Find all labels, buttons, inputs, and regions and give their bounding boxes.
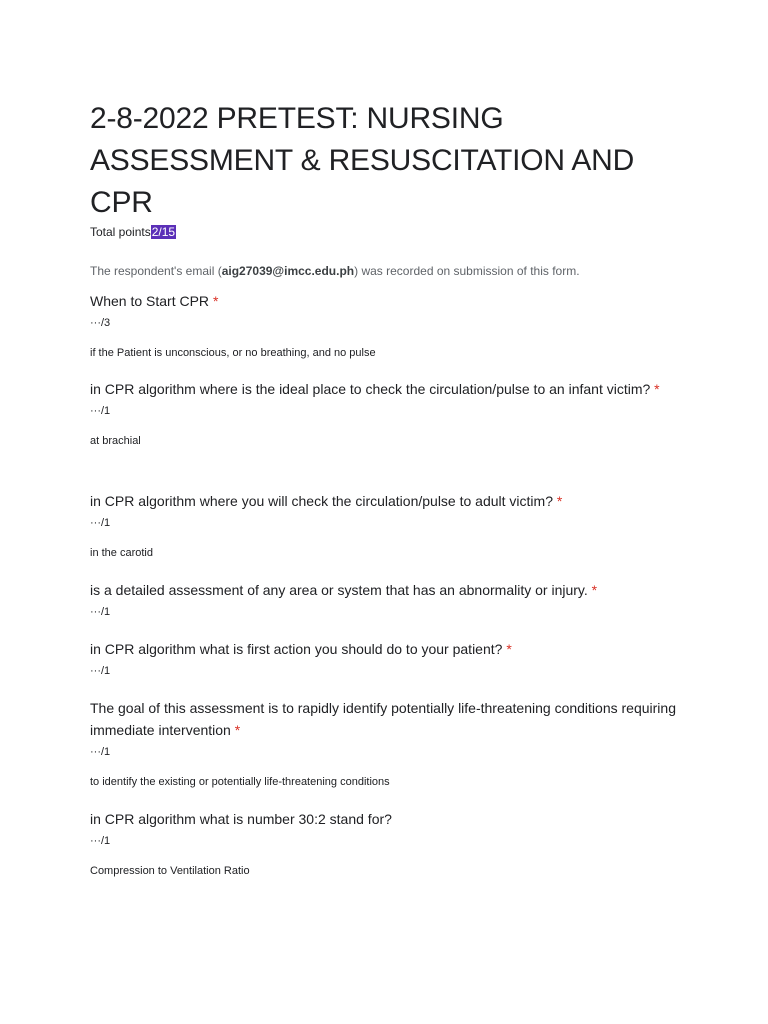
question-text — [90, 378, 690, 400]
required-marker: * — [234, 722, 241, 738]
question-item — [90, 290, 690, 360]
required-marker: * — [556, 493, 563, 509]
total-points-score: 2/15 — [151, 225, 176, 239]
question-text — [90, 808, 690, 830]
question-label: in CPR algorithm where you will check the circulation/pulse to adult victim? — [90, 493, 553, 509]
respondent-email: aig27039@imcc.edu.ph — [221, 264, 355, 278]
email-note-prefix: The respondent's email ( — [90, 264, 222, 278]
question-item — [90, 490, 690, 560]
question-text — [90, 579, 690, 601]
question-label: is a detailed assessment of any area or system that has an abnormality or injury. — [90, 582, 588, 598]
question-points: ···/3 — [90, 317, 111, 329]
question-label: The goal of this assessment is to rapidly identify potentially life-threatening conditions requiring immediate intervention — [90, 700, 676, 738]
question-label: When to Start CPR — [90, 293, 210, 309]
required-marker: * — [654, 381, 660, 397]
question-answer: Compression to Ventilation Ratio — [90, 865, 250, 877]
question-label: in CPR algorithm where is the ideal place to check the circulation/pulse to an infant victim? — [90, 381, 651, 397]
question-answer: at brachial — [90, 435, 141, 447]
question-text — [90, 638, 690, 660]
required-marker: * — [212, 293, 219, 309]
question-label: in CPR algorithm what is first action you should do to your patient? — [90, 641, 503, 657]
question-item — [90, 808, 690, 878]
form-title: 2-8-2022 PRETEST: NURSING ASSESSMENT & RESUSCITATION AND CPR — [90, 102, 635, 219]
question-answer: to identify the existing or potentially life-threatening conditions — [90, 776, 390, 788]
total-points-label: Total points — [90, 225, 151, 239]
question-text — [90, 490, 690, 512]
question-points: ···/1 — [90, 517, 111, 529]
required-marker: * — [591, 582, 598, 598]
total-points — [90, 224, 690, 240]
required-marker: * — [506, 641, 512, 657]
question-text — [90, 697, 690, 741]
email-note-suffix: ) was recorded on submission of this form. — [354, 264, 580, 278]
question-points: ···/1 — [90, 405, 111, 417]
question-points: ···/1 — [90, 746, 111, 758]
question-item — [90, 378, 690, 448]
question-item — [90, 579, 690, 619]
question-item — [90, 638, 690, 678]
question-answer: if the Patient is unconscious, or no breathing, and no pulse — [90, 347, 376, 359]
question-label: in CPR algorithm what is number 30:2 stand for? — [90, 811, 392, 827]
question-points: ···/1 — [90, 665, 111, 677]
question-text — [90, 290, 690, 312]
question-item — [90, 697, 690, 789]
respondent-email-note — [90, 262, 690, 280]
question-points: ···/1 — [90, 835, 111, 847]
question-answer: in the carotid — [90, 547, 153, 559]
question-points: ···/1 — [90, 606, 111, 618]
form-summary-page — [90, 98, 690, 877]
